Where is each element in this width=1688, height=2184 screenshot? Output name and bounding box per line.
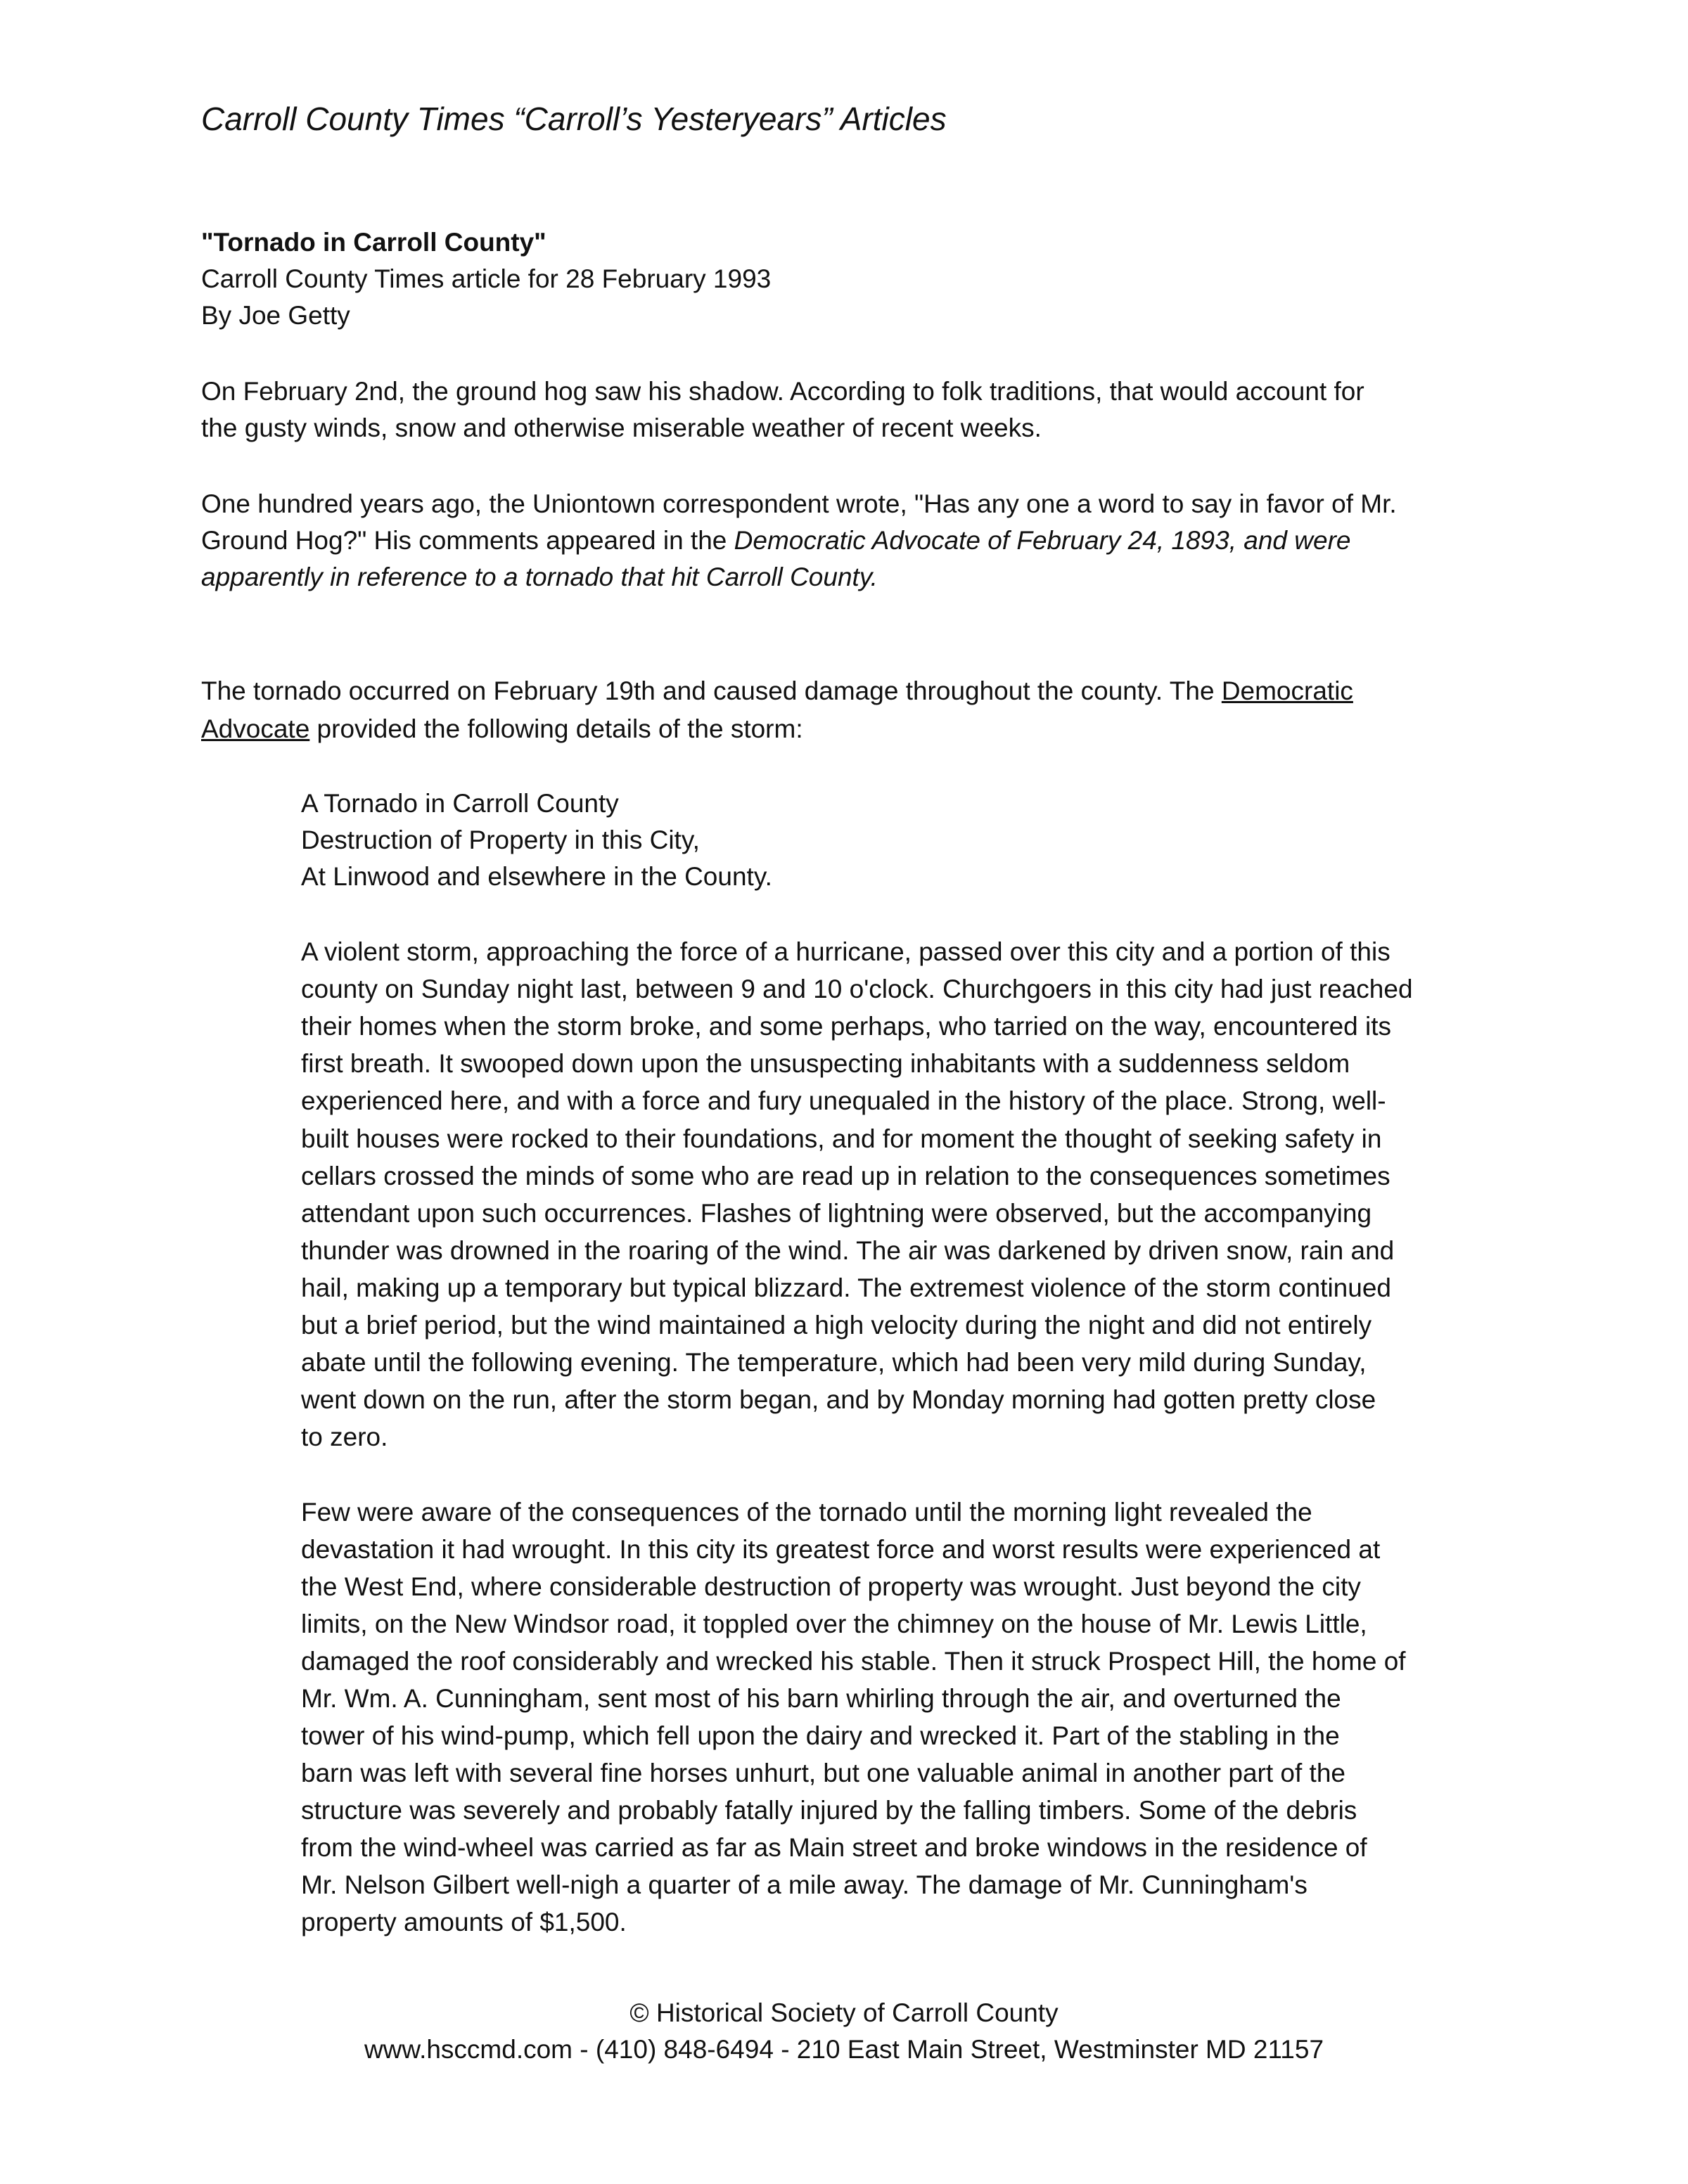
paragraph-line: Mr. Nelson Gilbert well-nigh a quarter of a mile away. The damage of Mr. Cunningham's <box>301 1870 1307 1899</box>
paragraph-line: A Tornado in Carroll County <box>301 789 619 818</box>
text: provided the following details of the storm: <box>309 714 803 743</box>
paragraph-line <box>201 710 803 747</box>
paragraph-line: At Linwood and elsewhere in the County. <box>301 862 772 891</box>
paragraph-line: from the wind-wheel was carried as far as Main street and broke windows in the residence of <box>301 1833 1367 1862</box>
text: Ground Hog?" His comments appeared in the <box>201 526 734 555</box>
footer-copyright: © Historical Society of Carroll County <box>629 1998 1059 2027</box>
underlined-text: Democratic <box>1221 676 1353 705</box>
text: The tornado occurred on February 19th and caused damage throughout the county. The <box>201 676 1222 705</box>
paragraph-line: attendant upon such occurrences. Flashes of lightning were observed, but the accompanying <box>301 1198 1372 1228</box>
paragraph-line: abate until the following evening. The temperature, which had been very mild during Sunday, <box>301 1348 1367 1377</box>
paragraph-line: damaged the roof considerably and wrecked his stable. Then it struck Prospect Hill, the home of <box>301 1647 1406 1676</box>
underlined-text: Advocate <box>201 714 310 743</box>
paragraph-line: the West End, where considerable destruction of property was wrought. Just beyond the city <box>301 1572 1361 1601</box>
paragraph-line: structure was severely and probably fatally injured by the falling timbers. Some of the debris <box>301 1796 1357 1825</box>
paragraph-line: tower of his wind-pump, which fell upon the dairy and wrecked it. Part of the stabling in the <box>301 1721 1340 1750</box>
paragraph-line: barn was left with several fine horses unhurt, but one valuable animal in another part of the <box>301 1759 1345 1787</box>
byline: By Joe Getty <box>201 301 350 330</box>
paragraph-line: their homes when the storm broke, and some perhaps, who tarried on the way, encountered its <box>301 1012 1392 1041</box>
paragraph-line: One hundred years ago, the Uniontown correspondent wrote, "Has any one a word to say in favor of Mr. <box>201 489 1397 518</box>
paragraph-line <box>201 522 1350 559</box>
paragraph-line: property amounts of $1,500. <box>301 1908 627 1936</box>
paragraph-line: but a brief period, but the wind maintained a high velocity during the night and did not entirely <box>301 1311 1372 1340</box>
page-header: Carroll County Times “Carroll’s Yesteryears” Articles <box>201 101 947 137</box>
article-title: "Tornado in Carroll County" <box>201 228 546 257</box>
paragraph-line: A violent storm, approaching the force of a hurricane, passed over this city and a portion of this <box>301 937 1390 966</box>
paragraph-line: built houses were rocked to their foundations, and for moment the thought of seeking safety in <box>301 1124 1382 1153</box>
paragraph-line: county on Sunday night last, between 9 and 10 o'clock. Churchgoers in this city had just reached <box>301 975 1413 1004</box>
paragraph-line: Destruction of Property in this City, <box>301 826 700 854</box>
paragraph-line: the gusty winds, snow and otherwise miserable weather of recent weeks. <box>201 413 1042 442</box>
paragraph-line: apparently in reference to a tornado that hit Carroll County. <box>201 563 878 591</box>
paragraph-line: experienced here, and with a force and fury unequaled in the history of the place. Strong, well- <box>301 1086 1386 1116</box>
italic-text: Democratic Advocate of February 24, 1893, and were <box>734 526 1351 555</box>
paragraph-line: hail, making up a temporary but typical blizzard. The extremest violence of the storm continued <box>301 1273 1391 1302</box>
footer-contact: www.hsccmd.com - (410) 848-6494 - 210 East Main Street, Westminster MD 21157 <box>364 2035 1324 2064</box>
paragraph-line: cellars crossed the minds of some who are read up in relation to the consequences sometimes <box>301 1161 1390 1190</box>
paragraph-line: went down on the run, after the storm began, and by Monday morning had gotten pretty close <box>301 1385 1376 1415</box>
article-subtitle: Carroll County Times article for 28 February 1993 <box>201 264 772 293</box>
paragraph-line: thunder was drowned in the roaring of the wind. The air was darkened by driven snow, rain and <box>301 1235 1395 1265</box>
paragraph-line: to zero. <box>301 1422 388 1452</box>
paragraph-line: Mr. Wm. A. Cunningham, sent most of his barn whirling through the air, and overturned the <box>301 1684 1341 1713</box>
paragraph-line: devastation it had wrought. In this city its greatest force and worst results were experienced at <box>301 1535 1381 1564</box>
paragraph-line: first breath. It swooped down upon the unsuspecting inhabitants with a suddenness seldom <box>301 1049 1350 1079</box>
paragraph-line: Few were aware of the consequences of the tornado until the morning light revealed the <box>301 1498 1312 1527</box>
paragraph-line <box>201 672 1353 709</box>
paragraph-line: On February 2nd, the ground hog saw his shadow. According to folk traditions, that would account for <box>201 377 1364 406</box>
paragraph-line: limits, on the New Windsor road, it toppled over the chimney on the house of Mr. Lewis Little, <box>301 1610 1367 1638</box>
